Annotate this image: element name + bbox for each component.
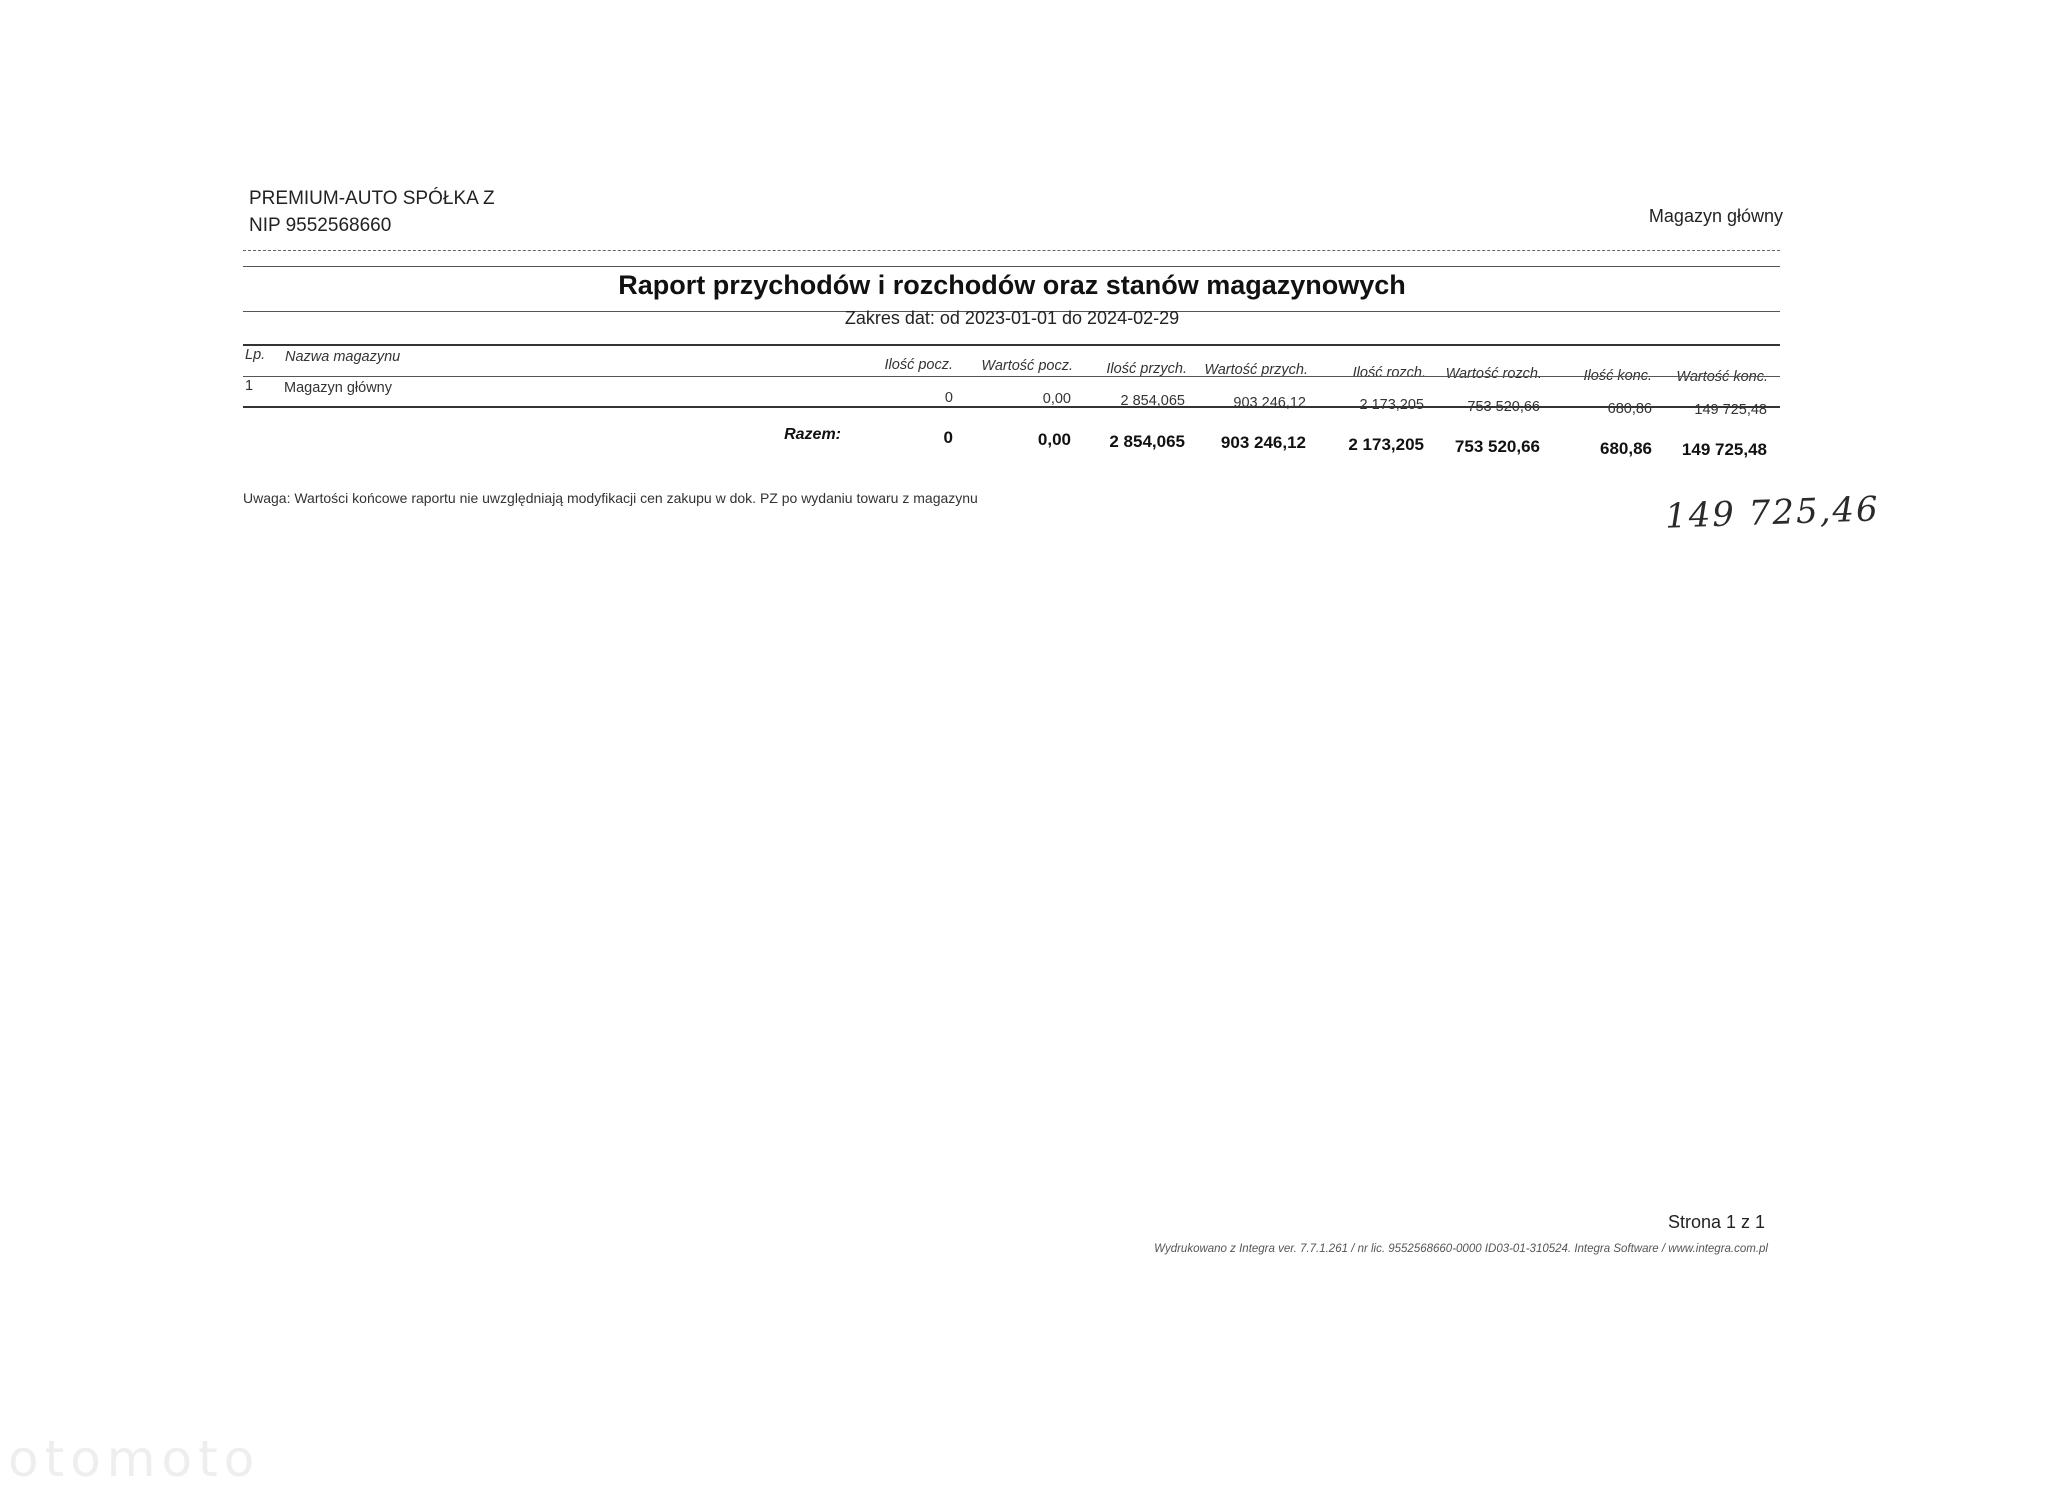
company-nip: NIP 9552568660 [249, 215, 392, 236]
row-bottom-rule [243, 406, 1780, 408]
column-header-lp: Lp. [245, 347, 266, 363]
totals-val-end: 149 725,48 [1681, 440, 1767, 459]
row-val-in: 903 246,12 [1233, 395, 1306, 411]
column-header-qty-out: Ilość rozch. [1352, 365, 1426, 381]
column-header-qty-end: Ilość konc. [1583, 368, 1652, 384]
totals-qty-start: 0 [943, 428, 953, 447]
date-range: Zakres dat: od 2023-01-01 do 2024-02-29 [844, 308, 1180, 328]
column-header-val-in: Wartość przych. [1204, 362, 1308, 378]
company-name: PREMIUM-AUTO SPÓŁKA Z [249, 188, 495, 209]
row-name: Magazyn główny [284, 380, 392, 396]
company-block [249, 185, 495, 239]
totals-qty-out: 2 173,205 [1348, 435, 1424, 454]
totals-qty-end: 680,86 [1600, 439, 1652, 458]
report-note: Uwaga: Wartości końcowe raportu nie uwzględniają modyfikacji cen zakupu w dok. PZ po wydaniu towaru z magazynu [243, 490, 978, 506]
row-qty-start: 0 [944, 390, 953, 406]
column-header-qty-in: Ilość przych. [1106, 361, 1187, 377]
column-header-val-end: Wartość konc. [1676, 369, 1768, 385]
totals-val-in: 903 246,12 [1220, 433, 1306, 452]
row-qty-end: 680,86 [1607, 401, 1652, 417]
totals-qty-in: 2 854,065 [1109, 432, 1185, 451]
warehouse-label: Magazyn główny [1648, 206, 1783, 226]
handwritten-annotation: 149 725,46 [1664, 489, 1881, 537]
column-header-val-start: Wartość pocz. [981, 358, 1073, 374]
print-footer: Wydrukowano z Integra ver. 7.7.1.261 / nr lic. 9552568660-0000 ID03-01-310524. Integra Software / www.integra.com.pl [1154, 1243, 1768, 1255]
row-lp: 1 [245, 378, 254, 394]
header-divider [243, 250, 1780, 251]
page-number: Strona 1 z 1 [1667, 1212, 1765, 1232]
totals-val-out: 753 520,66 [1454, 437, 1540, 456]
row-qty-out: 2 173,205 [1359, 397, 1424, 413]
row-val-out: 753 520,66 [1467, 399, 1540, 415]
table-top-rule [243, 344, 1780, 346]
row-val-start: 0,00 [1042, 391, 1071, 407]
report-title: Raport przychodów i rozchodów oraz stanów magazynowych [618, 270, 1406, 300]
row-val-end: 149 725,48 [1694, 402, 1767, 418]
column-header-val-out: Wartość rozch. [1445, 366, 1542, 382]
watermark: otomoto [8, 1430, 261, 1488]
row-qty-in: 2 854,065 [1120, 393, 1185, 409]
column-header-name: Nazwa magazynu [285, 349, 401, 365]
totals-label: Razem: [784, 426, 841, 443]
title-top-rule [243, 266, 1780, 267]
header-bottom-rule [243, 376, 1780, 377]
column-header-qty-start: Ilość pocz. [884, 357, 953, 373]
totals-val-start: 0,00 [1037, 430, 1071, 449]
